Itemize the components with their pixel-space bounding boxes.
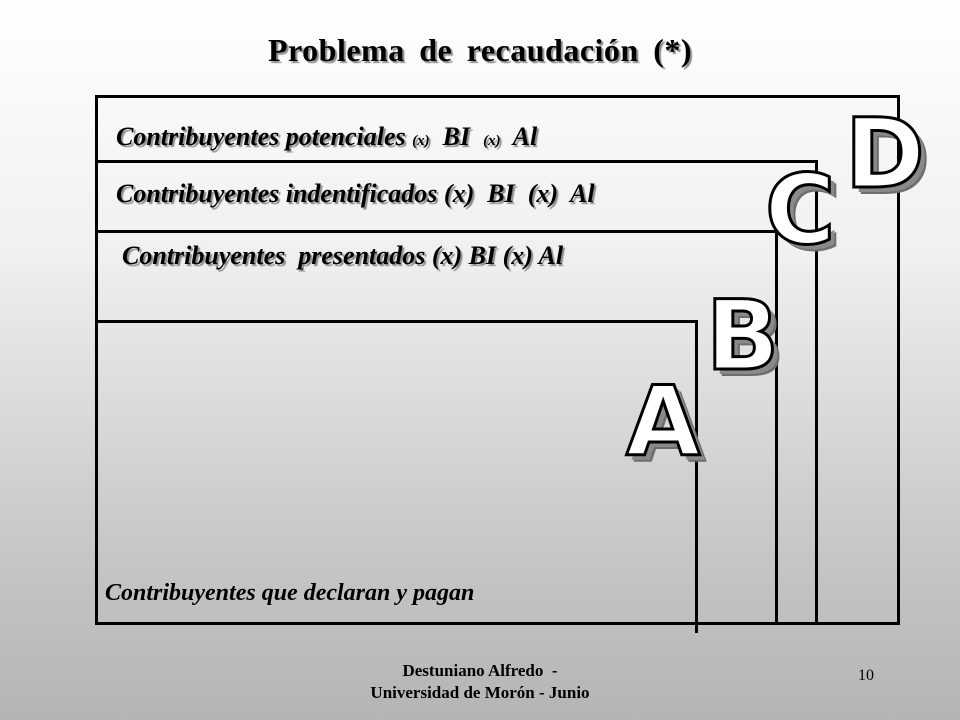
- letter-a: A: [626, 366, 701, 478]
- label-presentados: Contribuyentes presentados (x) BI (x) Al: [122, 241, 564, 270]
- footer-line-1: Destuniano Alfredo -: [402, 661, 558, 680]
- label-potenciales: Contribuyentes potenciales (x) BI (x) Al: [116, 122, 538, 151]
- footer-line-2: Universidad de Morón - Junio: [370, 683, 590, 702]
- page-number: 10: [858, 667, 874, 684]
- line-b-top: [95, 230, 778, 233]
- footer-author: [310, 660, 650, 704]
- letter-c: C: [765, 154, 836, 266]
- slide-title: Problema de recaudación (*): [267, 32, 693, 68]
- label-declaran: Contribuyentes que declaran y pagan: [105, 580, 475, 606]
- line-a-top: [95, 320, 698, 323]
- line-c-top: [95, 160, 818, 163]
- letter-d: D: [845, 98, 925, 210]
- label-identificados: Contribuyentes indentificados (x) BI (x) Al: [116, 179, 595, 208]
- letter-b: B: [706, 280, 780, 392]
